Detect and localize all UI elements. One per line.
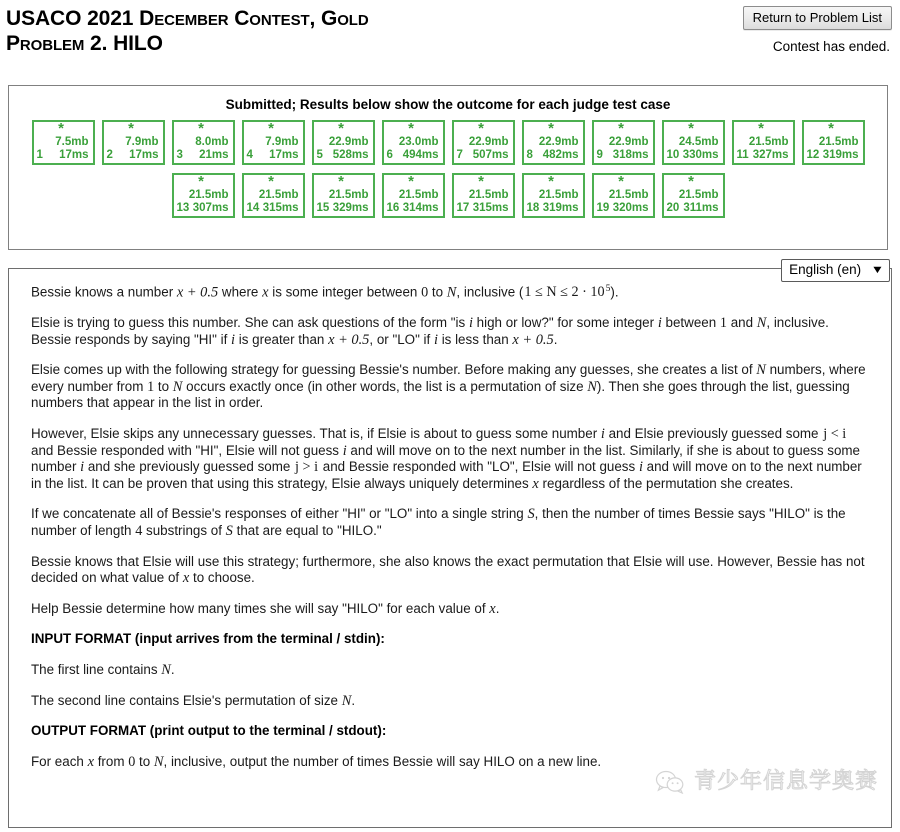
header-actions [662, 6, 892, 54]
contest-status-text: Contest has ended. [772, 39, 890, 54]
problem-paragraph-7: Help Bessie determine how many times she will say "HILO" for each value of x. [31, 600, 500, 617]
test-case-time: 528ms [332, 149, 369, 161]
test-case-index: 5 [316, 149, 323, 161]
test-case-box[interactable] [382, 173, 445, 218]
test-case-index: 1 [36, 149, 43, 161]
test-case-box[interactable] [522, 120, 585, 165]
test-case-pass-icon: * [688, 173, 694, 190]
test-case-pass-icon: * [198, 120, 204, 137]
test-case-time: 494ms [402, 149, 439, 161]
test-case-box[interactable] [312, 120, 375, 165]
math-zero: 0 [128, 753, 136, 770]
test-case-time: 315ms [262, 202, 299, 214]
math-n: N [446, 284, 457, 301]
test-case-time: 17ms [59, 149, 89, 161]
test-case-time: 318ms [612, 149, 649, 161]
test-case-pass-icon: * [828, 120, 834, 137]
language-select[interactable] [781, 259, 890, 282]
problem-title-line: Problem 2. HILO [6, 32, 163, 55]
test-case-time: 329ms [332, 202, 369, 214]
test-case-time: 319ms [822, 149, 859, 161]
test-case-index: 7 [456, 149, 463, 161]
test-case-box[interactable] [382, 120, 445, 165]
test-case-index: 10 [666, 149, 680, 161]
test-case-memory: 8.0mb [195, 136, 229, 148]
test-case-time: 315ms [472, 202, 509, 214]
test-case-box[interactable] [172, 173, 235, 218]
test-case-memory: 24.5mb [678, 136, 719, 148]
return-to-problem-list-button[interactable]: Return to Problem List [743, 6, 892, 30]
test-case-time: 319ms [542, 202, 579, 214]
test-case-pass-icon: * [198, 173, 204, 190]
results-heading: Submitted; Results below show the outcome for each judge test case [225, 97, 671, 112]
math-i: i [80, 459, 85, 476]
test-case-pass-icon: * [618, 120, 624, 137]
test-case-memory: 7.9mb [125, 136, 159, 148]
test-case-time: 17ms [269, 149, 299, 161]
test-case-time: 21ms [199, 149, 229, 161]
language-select-value: English (en) [789, 262, 862, 277]
test-case-box[interactable] [592, 173, 655, 218]
math-four: 4 [135, 523, 143, 539]
test-case-pass-icon: * [338, 120, 344, 137]
math-n-bounds: 1 ≤ N ≤ 2 · 10 [524, 284, 605, 301]
test-case-index: 13 [176, 202, 190, 214]
test-case-pass-icon: * [478, 120, 484, 137]
problem-paragraph-6: Bessie knows that Elsie will use this strategy; furthermore, she also knows the exact permutation that Elsie will use. However, Bessie has not decided on what value of x to choose. [31, 553, 865, 587]
test-case-index: 14 [246, 202, 260, 214]
test-case-memory: 21.5mb [398, 189, 439, 201]
test-case-memory: 21.5mb [468, 189, 509, 201]
test-case-index: 19 [596, 202, 610, 214]
math-i: i [657, 315, 662, 332]
test-case-index: 18 [526, 202, 540, 214]
math-n: N [153, 753, 164, 770]
test-case-box[interactable] [522, 173, 585, 218]
test-case-pass-icon: * [478, 173, 484, 190]
problem-statement-panel [8, 268, 892, 828]
math-n: N [756, 315, 767, 332]
test-case-pass-icon: * [128, 120, 134, 137]
test-case-pass-icon: * [688, 120, 694, 137]
math-i: i [231, 331, 236, 348]
math-n: N [161, 661, 171, 678]
math-s: S [527, 506, 535, 523]
test-case-pass-icon: * [268, 120, 274, 137]
problem-paragraph-4: However, Elsie skips any unnecessary guesses. That is, if Elsie is about to guess some number i and Elsie previously guessed some j < i and Bessie responded with "HI", Elsie will not guess i and will move on to the next number in the list. Similarly, if she is about to guess some number i and she previously guessed some j > i and Bessie responded with "LO", Elsie will not guess i and will move on to the next number in the list. It can be proven that using this strategy, Elsie always uniquely determines x regardless of the permutation she creates. [31, 426, 862, 492]
test-case-memory: 21.5mb [678, 189, 719, 201]
test-case-memory: 21.5mb [188, 189, 229, 201]
math-one: 1 [719, 315, 727, 332]
test-case-pass-icon: * [268, 173, 274, 190]
test-case-row-1 [9, 120, 887, 165]
test-case-index: 15 [316, 202, 330, 214]
input-format-heading: INPUT FORMAT (input arrives from the terminal / stdin): [31, 631, 385, 647]
test-case-index: 6 [386, 149, 393, 161]
test-case-memory: 21.5mb [748, 136, 789, 148]
contest-title-line: USACO 2021 December Contest, Gold [6, 7, 369, 30]
test-case-index: 2 [106, 149, 113, 161]
test-case-box[interactable] [802, 120, 865, 165]
output-line-1: For each x from 0 to N, inclusive, output the number of times Bessie will say HILO on a new line. [31, 753, 602, 770]
math-zero: 0 [421, 284, 429, 301]
math-x: x [87, 753, 94, 770]
output-format-heading: OUTPUT FORMAT (print output to the terminal / stdout): [31, 723, 387, 739]
test-case-time: 507ms [472, 149, 509, 161]
test-case-box[interactable] [312, 173, 375, 218]
input-line-1: The first line contains N. [31, 661, 175, 678]
test-case-index: 11 [736, 149, 749, 161]
test-case-memory: 22.9mb [328, 136, 369, 148]
test-case-memory: 21.5mb [328, 189, 369, 201]
test-case-box[interactable] [32, 120, 95, 165]
math-i: i [638, 459, 643, 476]
watermark-text: 青少年信息学奥赛 [693, 769, 878, 794]
chevron-down-icon: ▼ [870, 263, 885, 276]
test-case-box[interactable] [102, 120, 165, 165]
math-x: x [182, 570, 190, 587]
test-case-pass-icon: * [408, 173, 414, 190]
test-case-pass-icon: * [548, 173, 554, 190]
math-i: i [468, 315, 473, 332]
test-case-box[interactable] [242, 173, 305, 218]
test-case-time: 330ms [682, 149, 719, 161]
math-j-gt-i: j > i [295, 459, 319, 476]
test-case-memory: 21.5mb [608, 189, 649, 201]
problem-paragraph-5: If we concatenate all of Bessie's responses of either "HI" or "LO" into a single string S, then the number of times Bessie says "HILO" is the number of length 4 substrings of S that are equal to "HILO." [31, 506, 846, 539]
math-x-plus-half: x + 0.5 [328, 331, 370, 348]
judge-results-panel [8, 85, 888, 250]
math-exponent: 5 [605, 283, 611, 294]
test-case-memory: 22.9mb [608, 136, 649, 148]
page-header [0, 0, 900, 68]
test-case-row-2 [9, 173, 887, 218]
test-case-memory: 21.5mb [258, 189, 299, 201]
test-case-box[interactable] [662, 120, 725, 165]
test-case-index: 9 [596, 149, 603, 161]
test-case-pass-icon: * [548, 120, 554, 137]
math-n: N [587, 378, 597, 395]
test-case-index: 17 [456, 202, 470, 214]
input-line-2: The second line contains Elsie's permutation of size N. [31, 692, 356, 709]
test-case-index: 12 [806, 149, 820, 161]
test-case-pass-icon: * [408, 120, 414, 137]
test-case-box[interactable] [172, 120, 235, 165]
math-x: x [532, 475, 539, 492]
math-n: N [756, 362, 766, 379]
math-x-plus-half: x + 0.5 [176, 284, 219, 301]
test-case-time: 327ms [752, 149, 789, 161]
test-case-pass-icon: * [58, 120, 64, 137]
page-title [6, 6, 706, 56]
math-one: 1 [147, 378, 155, 395]
test-case-time: 311ms [683, 202, 719, 214]
test-case-memory: 23.0mb [398, 136, 439, 148]
math-j-lt-i: j < i [823, 426, 847, 443]
test-case-box[interactable] [452, 173, 515, 218]
test-case-pass-icon: * [618, 173, 624, 190]
math-i: i [342, 442, 347, 459]
test-case-time: 482ms [542, 149, 579, 161]
test-case-box[interactable] [242, 120, 305, 165]
test-case-box[interactable] [732, 120, 795, 165]
problem-paragraph-3: Elsie comes up with the following strategy for guessing Bessie's number. Before making any guesses, she creates a list of N numbers, where every number from 1 to N occurs exactly once (in other words, the list is a permutation of size N). Then she goes through the list, guessing numbers that appear in the list in order. [31, 362, 866, 411]
test-case-box[interactable] [592, 120, 655, 165]
problem-paragraph-1: Bessie knows a number x + 0.5 where x is some integer between 0 to N, inclusive $(1 \le N \le 2 \cdot 10^5)$. [31, 283, 619, 301]
test-case-index: 20 [666, 202, 680, 214]
test-case-box[interactable] [452, 120, 515, 165]
math-i: i [600, 426, 605, 443]
test-case-time: 314ms [402, 202, 439, 214]
test-case-pass-icon: * [338, 173, 344, 190]
problem-statement-body [9, 269, 891, 770]
math-x: x [489, 600, 496, 617]
test-case-box[interactable] [662, 173, 725, 218]
test-case-memory: 22.9mb [468, 136, 509, 148]
test-case-memory: 21.5mb [818, 136, 859, 148]
math-n: N [172, 378, 183, 395]
math-i: i [433, 331, 438, 348]
math-x: x [262, 284, 269, 301]
test-case-pass-icon: * [758, 120, 764, 137]
test-case-index: 8 [526, 149, 533, 161]
math-x-plus-half: x + 0.5 [512, 331, 554, 348]
test-case-memory: 21.5mb [538, 189, 579, 201]
test-case-memory: 7.9mb [265, 136, 299, 148]
math-s: S [225, 523, 233, 539]
test-case-time: 17ms [129, 149, 159, 161]
test-case-memory: 7.5mb [55, 136, 89, 148]
test-case-time: 320ms [612, 202, 649, 214]
math-n: N [341, 692, 352, 709]
test-case-memory: 22.9mb [538, 136, 579, 148]
problem-paragraph-2: Elsie is trying to guess this number. She can ask questions of the form "is i high or low?" for some integer i between 1 and N, inclusive. Bessie responds by saying "HI" if i is greater than x + 0.5, or "LO" if i is less than x + 0.5. [31, 315, 829, 348]
test-case-time: 307ms [192, 202, 229, 214]
test-case-index: 3 [176, 149, 183, 161]
test-case-index: 4 [246, 149, 253, 161]
test-case-index: 16 [386, 202, 400, 214]
